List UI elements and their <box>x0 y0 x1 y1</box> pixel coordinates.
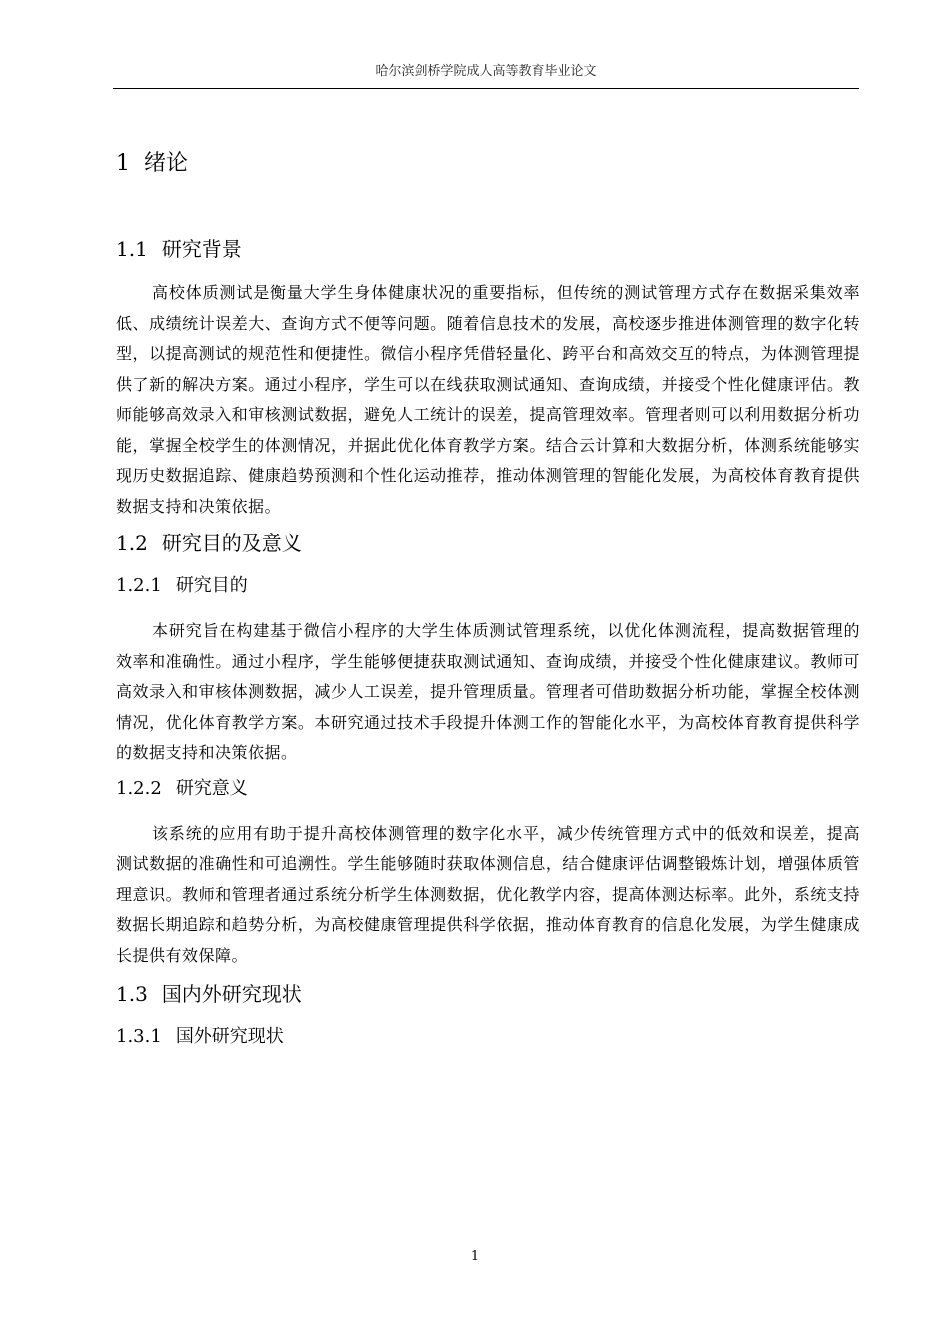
paragraph-research-purpose: 本研究旨在构建基于微信小程序的大学生体质测试管理系统，以优化体测流程，提高数据管理的效率和准确性。通过小程序，学生能够便捷获取测试通知、查询成绩，并接受个性化健康建议。教师可高效录入和审核体测数据，减少人工误差，提升管理质量。管理者可借助数据分析功能，掌握全校体测情况，优化体育教学方案。本研究通过技术手段提升体测工作的智能化水平，为高校体育教育提供科学的数据支持和决策依据。 <box>116 621 860 762</box>
chapter-heading <box>116 148 860 180</box>
section-heading-1-2 <box>116 528 860 558</box>
paragraph-research-significance: 该系统的应用有助于提升高校体测管理的数字化水平，减少传统管理方式中的低效和误差，提高测试数据的准确性和可追溯性。学生能够随时获取体测信息，结合健康评估调整锻炼计划，增强体质管理意识。教师和管理者通过系统分析学生体测数据，优化教学内容，提高体测达标率。此外，系统支持数据长期追踪和趋势分析，为高校健康管理提供科学依据，推动体育教育的信息化发展，为学生健康成长提供有效保障。 <box>116 823 860 965</box>
section-number: 1.2 <box>116 531 148 555</box>
chapter-title: 绪论 <box>144 151 189 176</box>
section-number: 1.3 <box>116 982 148 1006</box>
subsection-number: 1.3.1 <box>116 1026 162 1047</box>
chapter-number: 1 <box>116 151 130 176</box>
subsection-title: 国外研究现状 <box>175 1026 284 1047</box>
section-title: 国内外研究现状 <box>161 982 302 1006</box>
subsection-heading-1-3-1 <box>116 1023 860 1051</box>
section-heading-1-3 <box>116 979 860 1009</box>
subsection-title: 研究意义 <box>175 777 248 799</box>
section-heading-1-1 <box>116 234 860 264</box>
page-content <box>116 130 860 1051</box>
section-title: 研究目的及意义 <box>161 531 302 555</box>
subsection-number: 1.2.2 <box>116 777 162 799</box>
subsection-heading-1-2-1 <box>116 572 860 600</box>
header-rule <box>113 88 859 89</box>
paragraph-research-background: 高校体质测试是衡量大学生身体健康状况的重要指标，但传统的测试管理方式存在数据采集效率低、成绩统计误差大、查询方式不便等问题。随着信息技术的发展，高校逐步推进体测管理的数字化转型，以提高测试的规范性和便捷性。微信小程序凭借轻量化、跨平台和高效交互的特点，为体测管理提供了新的解决方案。通过小程序，学生可以在线获取测试通知、查询成绩，并接受个性化健康评估。教师能够高效录入和审核测试数据，避免人工统计的误差，提高管理效率。管理者则可以利用数据分析功能，掌握全校学生的体测情况，并据此优化体育教学方案。结合云计算和大数据分析，体测系统能够实现历史数据追踪、健康趋势预测和个性化运动推荐，推动体测管理的智能化发展，为高校体育教育提供数据支持和决策依据。 <box>116 283 860 516</box>
page-number: 1 <box>470 1249 480 1264</box>
section-title: 研究背景 <box>161 237 242 261</box>
subsection-number: 1.2.1 <box>116 575 162 596</box>
section-number: 1.1 <box>116 237 148 261</box>
subsection-heading-1-2-2 <box>116 775 860 803</box>
subsection-title: 研究目的 <box>175 575 248 596</box>
running-header: 哈尔滨剑桥学院成人高等教育毕业论文 <box>375 64 597 79</box>
